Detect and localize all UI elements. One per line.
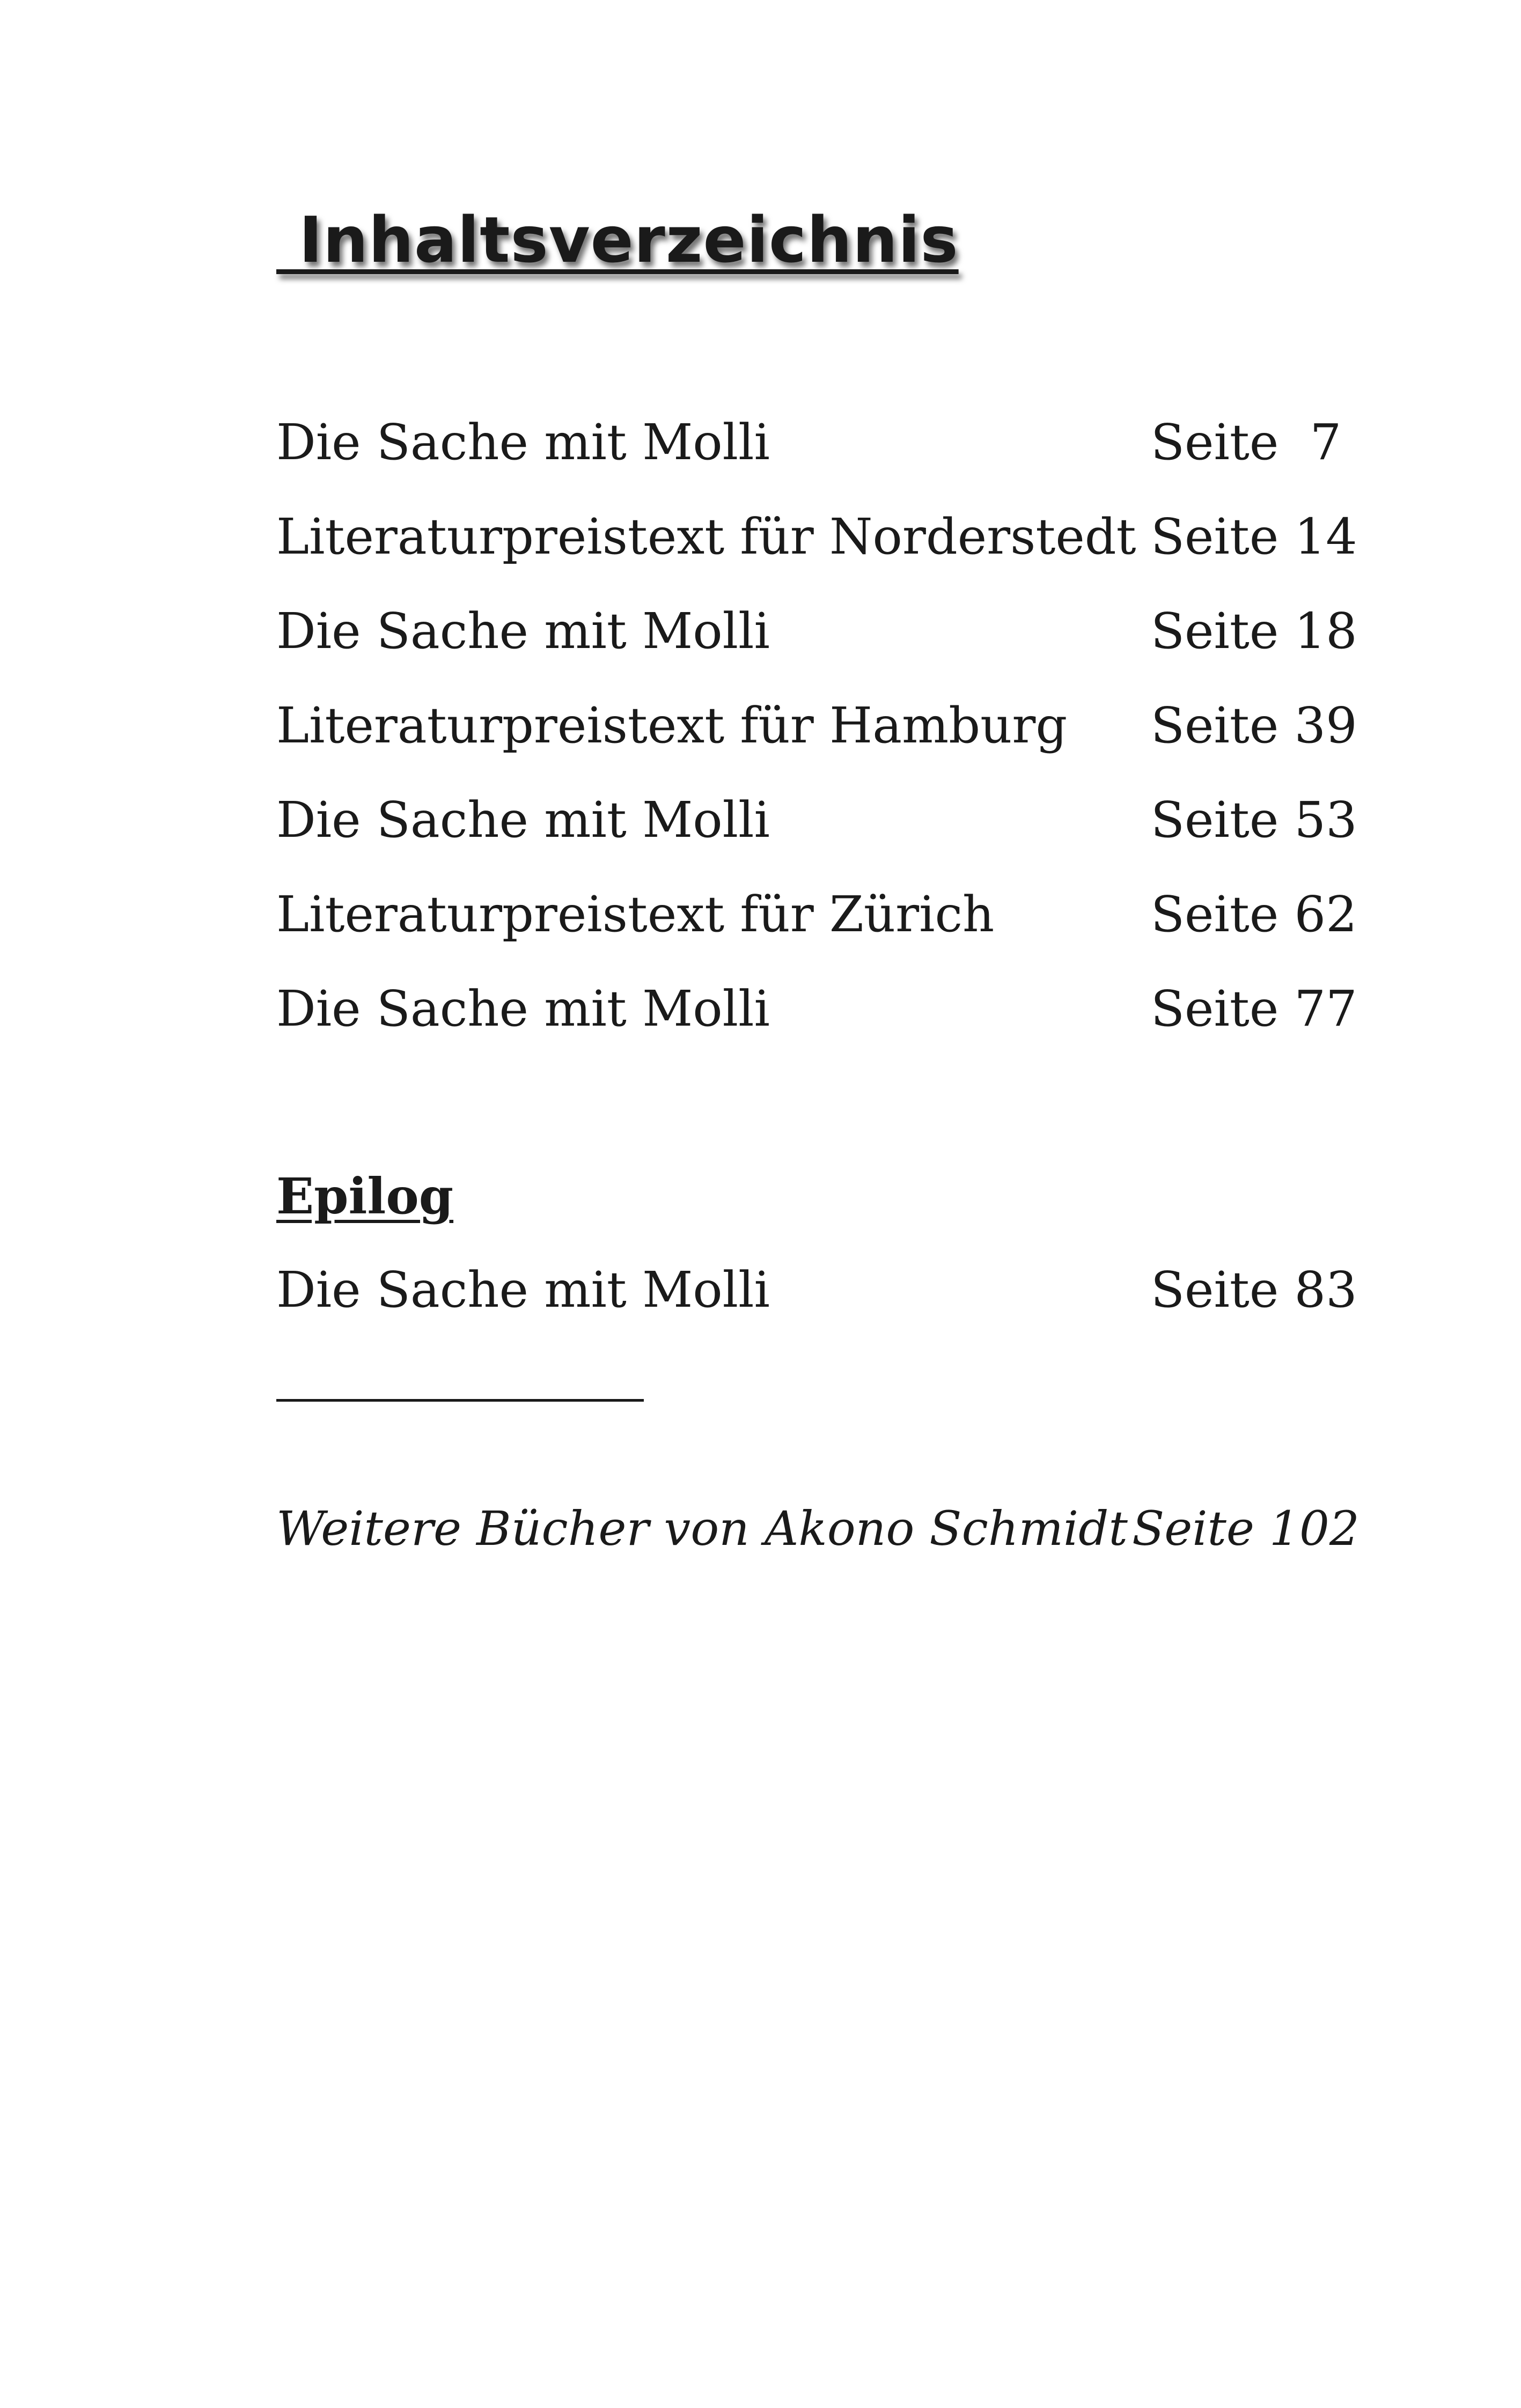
more-books-title: Weitere Bücher von Akono Schmidt: [276, 1501, 1128, 1556]
entry-page-number: Seite 7: [1151, 414, 1342, 471]
epilog-list: [276, 1255, 1357, 1350]
entry-title: Literaturpreistext für Zürich: [276, 886, 995, 943]
more-books-entry: [276, 1494, 1360, 1569]
toc-entry: [276, 691, 1357, 785]
toc-entry: [276, 785, 1357, 880]
toc-entry: [276, 880, 1357, 974]
toc-entry: [276, 597, 1357, 691]
entry-page-number: Seite 18: [1151, 602, 1357, 660]
entry-page-number: Seite 53: [1151, 791, 1357, 849]
entry-title: Die Sache mit Molli: [276, 1261, 770, 1319]
entry-title: Die Sache mit Molli: [276, 980, 770, 1037]
epilog-heading: Epilog: [276, 1167, 454, 1225]
toc-title: Inhaltsverzeichnis: [276, 203, 959, 277]
entry-page-number: Seite 62: [1151, 886, 1357, 943]
entry-title: Die Sache mit Molli: [276, 602, 770, 660]
entry-title: Die Sache mit Molli: [276, 414, 770, 471]
toc-list: [276, 408, 1357, 1069]
entry-title: Literaturpreistext für Norderstedt: [276, 508, 1136, 565]
more-books-page-number: Seite 102: [1132, 1501, 1360, 1556]
entry-page-number: Seite 39: [1151, 697, 1357, 754]
toc-entry: [276, 1255, 1357, 1350]
entry-page-number: Seite 83: [1151, 1261, 1357, 1319]
entry-page-number: Seite 77: [1151, 980, 1357, 1037]
entry-page-number: Seite 14: [1151, 508, 1357, 565]
entry-title: Literaturpreistext für Hamburg: [276, 697, 1068, 754]
entry-title: Die Sache mit Molli: [276, 791, 770, 849]
toc-entry: [276, 408, 1349, 502]
toc-entry: [276, 502, 1357, 597]
toc-entry: [276, 974, 1357, 1069]
divider-line: [276, 1399, 644, 1402]
